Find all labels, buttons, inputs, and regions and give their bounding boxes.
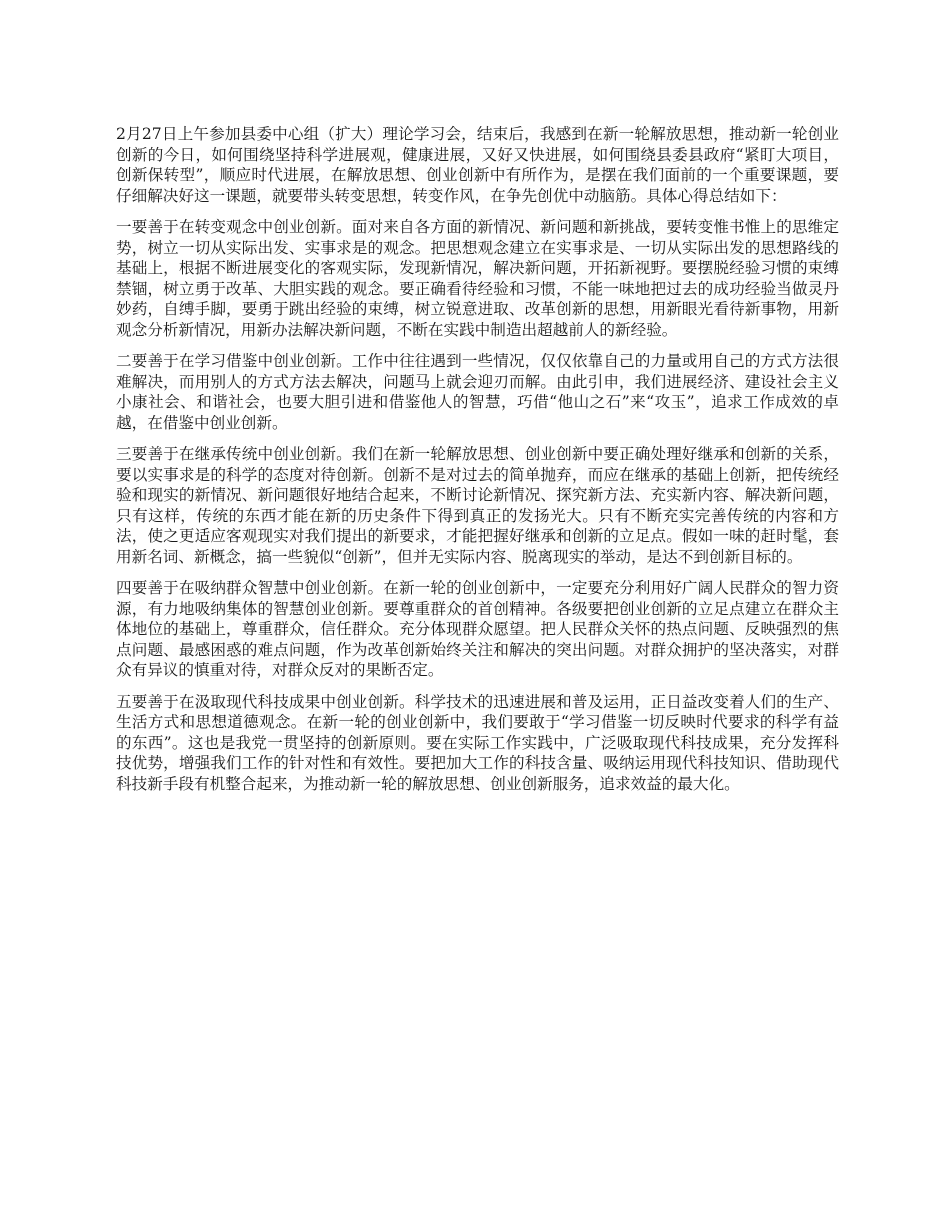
point-five-paragraph: 五要善于在汲取现代科技成果中创业创新。科学技术的迅速进展和普及运用，正日益改变着人们的生产、生活方式和思想道德观念。在新一轮的创业创新中，我们要敢于“学习借鉴一切反映时代要求的科学有益的东西”。这也是我党一贯坚持的创新原则。要在实际工作实践中，广泛吸取现代科技成果，充分发挥科技优势，增强我们工作的针对性和有效性。要把加大工作的科技含量、吸纳运用现代科技知识、借助现代科技新手段有机整合起来，为推动新一轮的解放思想、创业创新服务，追求效益的最大化。 [116, 692, 839, 793]
point-four-paragraph: 四要善于在吸纳群众智慧中创业创新。在新一轮的创业创新中，一定要充分利用好广阔人民群众的智力资源，有力地吸纳集体的智慧创业创新。要尊重群众的首创精神。各级要把创业创新的立足点建立在群众主体地位的基础上，尊重群众，信任群众。充分体现群众愿望。把人民群众关怀的热点问题、反映强烈的焦点问题、最感困惑的难点问题，作为改革创新始终关注和解决的突出问题。对群众拥护的坚决落实，对群众有异议的慎重对待，对群众反对的果断否定。 [116, 579, 839, 679]
document-body [116, 124, 839, 805]
intro-paragraph: 2月27日上午参加县委中心组（扩大）理论学习会，结束后，我感到在新一轮解放思想，推动新一轮创业创新的今日，如何围绕坚持科学进展观，健康进展，又好又快进展，如何围绕县委县政府“紧盯大项目，创新保转型”，顺应时代进展，在解放思想、创业创新中有所作为，是摆在我们面前的一个重要课题，要仔细解决好这一课题，就要带头转变思想，转变作风，在争先创优中动脑筋。具体心得总结如下： [116, 125, 839, 205]
point-two-paragraph: 二要善于在学习借鉴中创业创新。工作中往往遇到一些情况，仅仅依靠自己的力量或用自己的方式方法很难解决，而用别人的方式方法去解决，问题马上就会迎刃而解。由此引申，我们进展经济、建设社会主义小康社会、和谐社会，也要大胆引进和借鉴他人的智慧，巧借“他山之石”来“攻玉”，追求工作成效的卓越，在借鉴中创业创新。 [116, 352, 839, 432]
point-one-paragraph: 一要善于在转变观念中创业创新。面对来自各方面的新情况、新问题和新挑战，要转变惟书惟上的思维定势，树立一切从实际出发、实事求是的观念。把思想观念建立在实事求是、一切从实际出发的思想路线的基础上，根据不断进展变化的客观实际，发现新情况，解决新问题，开拓新视野。要摆脱经验习惯的束缚禁锢，树立勇于改革、大胆实践的观念。要正确看待经验和习惯，不能一味地把过去的成功经验当做灵丹妙药，自缚手脚，要勇于跳出经验的束缚，树立锐意进取、改革创新的思想，用新眼光看待新事物，用新观念分析新情况，用新办法解决新问题，不断在实践中制造出超越前人的新经验。 [116, 218, 839, 339]
point-three-paragraph: 三要善于在继承传统中创业创新。我们在新一轮解放思想、创业创新中要正确处理好继承和创新的关系，要以实事求是的科学的态度对待创新。创新不是对过去的简单抛弃，而应在继承的基础上创新，把传统经验和现实的新情况、新问题很好地结合起来，不断讨论新情况、探究新方法、充实新内容、解决新问题，只有这样，传统的东西才能在新的历史条件下得到真正的发扬光大。只有不断充实完善传统的内容和方法，使之更适应客观现实对我们提出的新要求，才能把握好继承和创新的立足点。假如一味的赶时髦，套用新名词、新概念，搞一些貌似“创新”，但并无实际内容、脱离现实的举动，是达不到创新目标的。 [116, 445, 839, 566]
